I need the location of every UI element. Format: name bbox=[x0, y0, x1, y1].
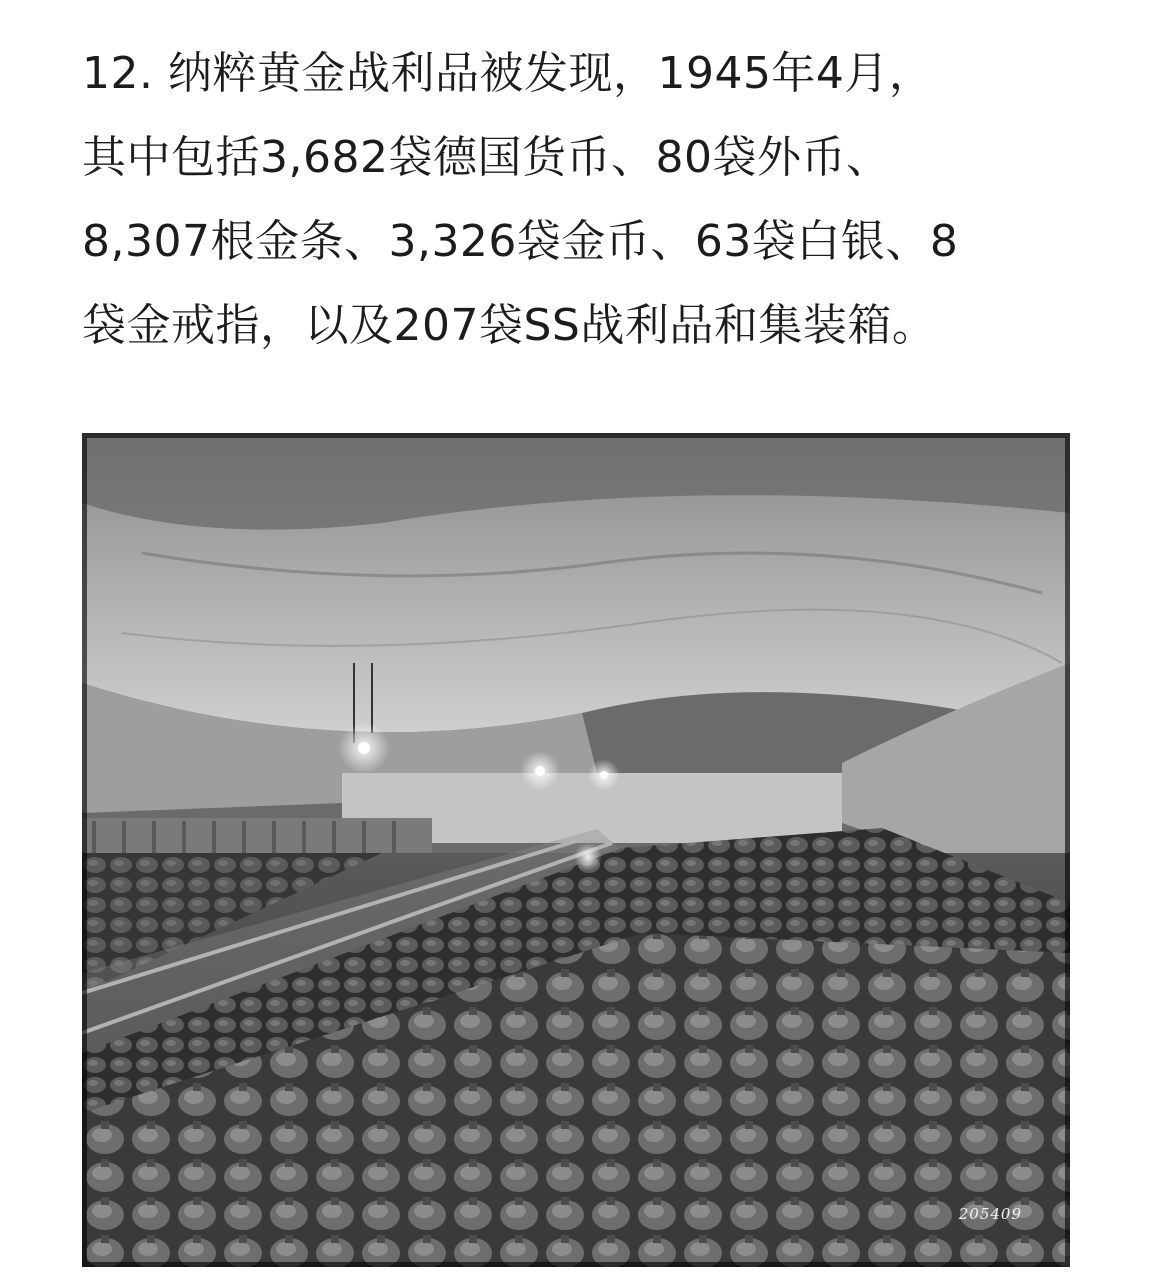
mine-tunnel-illustration bbox=[82, 433, 1070, 1267]
post-caption bbox=[82, 32, 1082, 368]
caption-line-3: 8,307根金条、3,326袋金币、63袋白银、8 bbox=[82, 216, 959, 267]
caption-line-4: 袋金戒指，以及207袋SS战利品和集装箱。 bbox=[82, 300, 937, 351]
mine-tunnel-photo[interactable] bbox=[82, 433, 1070, 1267]
photo-negative-number: 205409 bbox=[958, 1205, 1022, 1223]
caption-line-1: 12. 纳粹黄金战利品被发现，1945年4月， bbox=[82, 48, 934, 99]
caption-line-2: 其中包括3,682袋德国货币、80袋外币、 bbox=[82, 132, 891, 183]
